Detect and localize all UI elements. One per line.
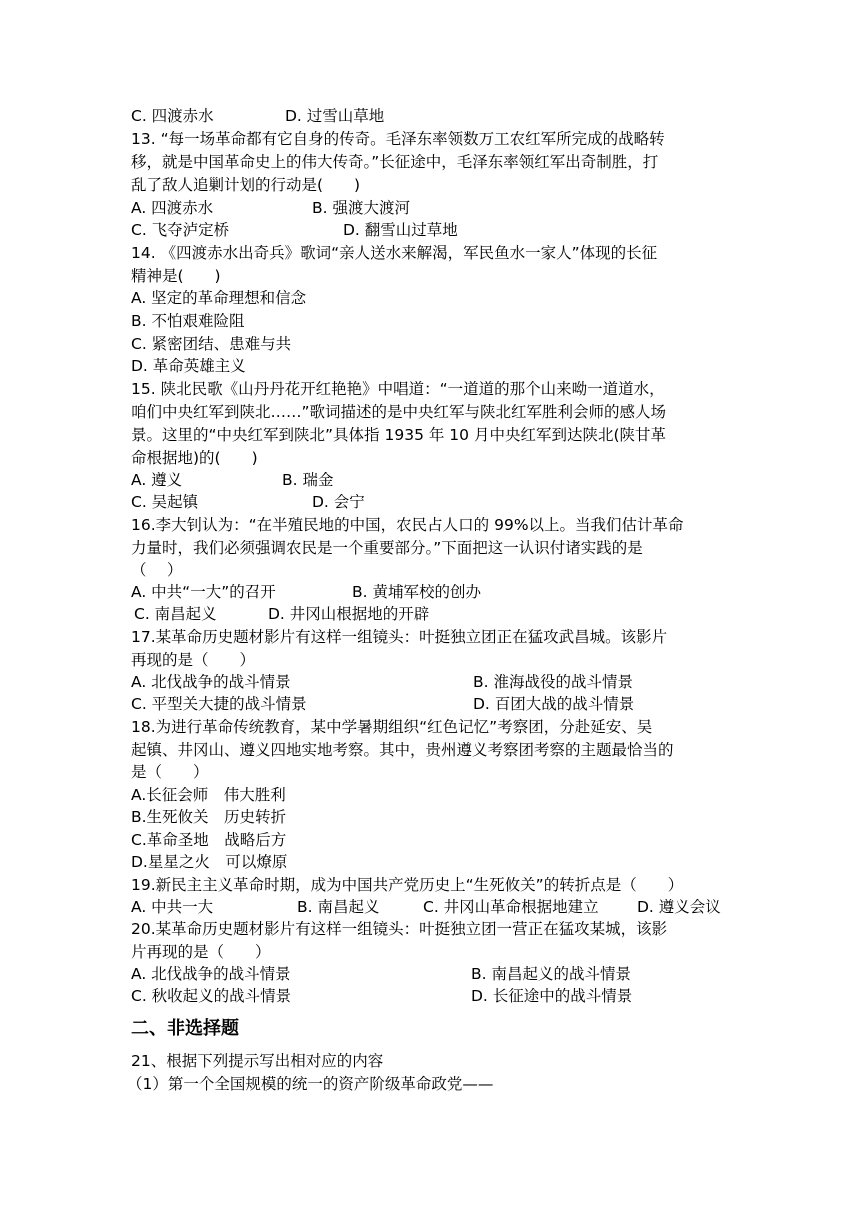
q16-option-a: A. 中共“一大”的召开: [131, 583, 276, 601]
q15-stem-line-3: 景。这里的“中央红军到陕北”具体指 1935 年 10 月中央红军到达陕北(陕甘革: [131, 426, 666, 444]
q18-option-d: D.星星之火 可以燎原: [131, 853, 288, 871]
q16-option-c: C. 南昌起义: [134, 605, 217, 623]
q16-stem-line-3: （ ）: [131, 561, 183, 579]
q20-option-b: B. 南昌起义的战斗情景: [471, 965, 631, 983]
q17-option-d: D. 百团大战的战斗情景: [473, 695, 635, 713]
q16-option-d: D. 井冈山根据地的开辟: [268, 605, 430, 623]
q13-option-d: D. 翻雪山过草地: [343, 221, 458, 239]
q18-stem-line-1: 18.为进行革命传统教育，某中学暑期组织“红色记忆”考察团，分赴延安、吴: [131, 718, 653, 736]
q13-option-b: B. 强渡大渡河: [312, 199, 410, 217]
q20-option-a: A. 北伐战争的战斗情景: [131, 965, 291, 983]
q19-option-b: B. 南昌起义: [297, 898, 380, 916]
q15-option-c: C. 吴起镇: [131, 493, 199, 511]
q18-option-b: B.生死攸关 历史转折: [131, 808, 287, 826]
q21-sub-question-1: （1）第一个全国规模的统一的资产阶级革命政党——: [127, 1075, 494, 1093]
q14-option-a: A. 坚定的革命理想和信念: [131, 289, 307, 307]
q17-option-b: B. 淮海战役的战斗情景: [473, 673, 633, 691]
q16-stem-line-2: 力量时，我们必须强调农民是一个重要部分。”下面把这一认识付诸实践的是: [131, 539, 643, 557]
q15-option-b: B. 瑞金: [282, 471, 334, 489]
q17-stem-line-1: 17.某革命历史题材影片有这样一组镜头：叶挺独立团正在猛攻武昌城。该影片: [131, 628, 668, 646]
q20-option-c: C. 秋收起义的战斗情景: [131, 987, 292, 1005]
q15-option-d: D. 会宁: [312, 493, 365, 511]
q14-option-d: D. 革命英雄主义: [131, 357, 246, 375]
q21-stem-line-1: 21、根据下列提示写出相对应的内容: [131, 1052, 384, 1070]
q20-stem-line-1: 20.某革命历史题材影片有这样一组镜头：叶挺独立团一营正在猛攻某城，该影: [131, 920, 668, 938]
q16-stem-line-1: 16.李大钊认为：“在半殖民地的中国，农民占人口的 99%以上。当我们估计革命: [131, 516, 684, 534]
q14-stem-line-1: 14. 《四渡赤水出奇兵》歌词“亲人送水来解渴，军民鱼水一家人”体现的长征: [131, 244, 658, 262]
q12-option-d: D. 过雪山草地: [285, 107, 385, 125]
q18-option-c: C.革命圣地 战略后方: [131, 831, 287, 849]
q13-stem-line-1: 13. “每一场革命都有它自身的传奇。毛泽东率领数万工农红军所完成的战略转: [131, 130, 665, 148]
q17-option-a: A. 北伐战争的战斗情景: [131, 673, 291, 691]
q12-option-c: C. 四渡赤水: [131, 107, 214, 125]
q18-stem-line-2: 起镇、井冈山、遵义四地实地考察。其中，贵州遵义考察团考察的主题最恰当的: [131, 741, 674, 759]
q17-stem-line-2: 再现的是（ ）: [131, 651, 256, 669]
section-2-heading: 二、非选择题: [131, 1018, 239, 1039]
q14-option-b: B. 不怕艰难险阻: [131, 312, 245, 330]
q16-option-b: B. 黄埔军校的创办: [352, 583, 481, 601]
q19-option-d: D. 遵义会议: [637, 898, 721, 916]
q13-stem-line-2: 移，就是中国革命史上的伟大传奇。”长征途中，毛泽东率领红军出奇制胜，打: [131, 153, 659, 171]
q19-option-a: A. 中共一大: [131, 898, 214, 916]
q13-option-c: C. 飞夺泸定桥: [131, 221, 230, 239]
q19-stem-line-1: 19.新民主主义革命时期，成为中国共产党历史上“生死攸关”的转折点是（ ）: [131, 876, 684, 894]
q18-stem-line-3: 是（ ）: [131, 763, 209, 781]
q17-option-c: C. 平型关大捷的战斗情景: [131, 695, 307, 713]
q19-option-c: C. 井冈山革命根据地建立: [423, 898, 599, 916]
q14-stem-line-2: 精神是( ): [131, 267, 221, 285]
q20-stem-line-2: 片再现的是（ ）: [131, 943, 271, 961]
q13-option-a: A. 四渡赤水: [131, 199, 214, 217]
q20-option-d: D. 长征途中的战斗情景: [471, 987, 633, 1005]
q15-stem-line-2: 咱们中央红军到陕北……”歌词描述的是中央红军与陕北红军胜利会师的感人场: [131, 403, 667, 421]
q15-stem-line-1: 15. 陕北民歌《山丹丹花开红艳艳》中唱道：“一道道的那个山来呦一道道水，: [131, 380, 665, 398]
q15-option-a: A. 遵义: [131, 471, 183, 489]
q18-option-a: A.长征会师 伟大胜利: [131, 786, 286, 804]
q15-stem-line-4: 命根据地)的( ): [131, 449, 258, 467]
q13-stem-line-3: 乱了敌人追剿计划的行动是( ): [131, 176, 361, 194]
q14-option-c: C. 紧密团结、患难与共: [131, 335, 292, 353]
